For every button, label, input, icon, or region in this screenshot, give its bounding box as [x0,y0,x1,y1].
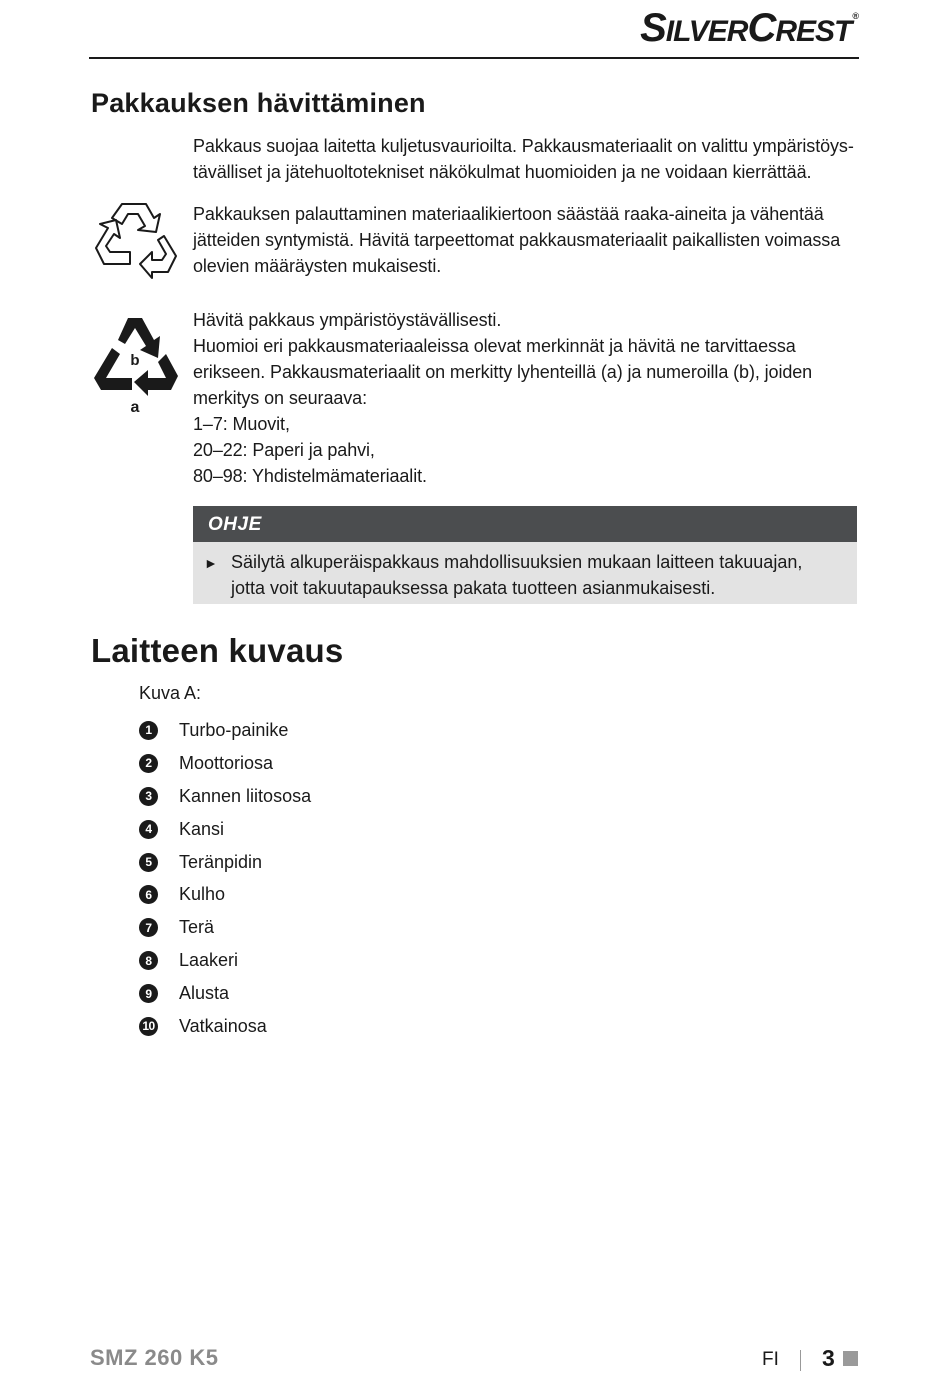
list-item [139,714,311,747]
note-box [193,506,857,604]
parts-list [139,714,311,1043]
list-item [139,780,311,813]
list-item [139,1010,311,1043]
part-label: Teränpidin [179,851,263,872]
list-item [139,944,311,977]
packaging-paragraph-3: Hävitä pakkaus ympäristöystävällisesti. Huomioi eri pakkausmateriaaleissa olevat merkinnät ja hävitä ne tarvittaessa erikseen. Pakkausmateriaalit on merkitty lyhenteillä (a) ja numeroilla (b), joiden merkitys on seuraava: 1–7: Muovit, 20–22: Paperi ja pahvi, 80–98: Yhdistelmämateriaalit. [193,310,813,486]
list-item [139,911,311,944]
number-badge: 4 [139,820,158,839]
section-title-packaging: Pakkauksen hävittäminen [91,88,426,118]
part-label: Kansi [179,818,225,839]
number-badge: 8 [139,951,158,970]
footer-language: FI [762,1349,779,1370]
number-badge: 10 [139,1017,158,1036]
code-label-a: a [130,399,140,414]
part-label: Kannen liitososa [179,785,312,806]
number-badge: 6 [139,885,158,904]
recycling-code-icon [90,308,182,414]
footer-page-number: 3 [822,1345,835,1371]
footer-divider [800,1350,801,1371]
packaging-paragraph-1: Pakkaus suojaa laitetta kuljetusvaurioilta. Pakkausmateriaalit on valittu ympäristöys- tävälliset ja jätehuoltotekniset näkökulmat huomioiden ja ne voidaan kierrättää. [193,136,854,182]
footer-model-number: SMZ 260 K5 [90,1345,219,1370]
packaging-paragraph-2: Pakkauksen palauttaminen materiaalikiertoon säästää raaka-aineita ja vähentää jätteiden syntymistä. Hävitä tarpeettomat pakkausmateriaalit paikallisten voimassa olevien määräysten mukaisesti. [193,204,841,276]
number-badge: 7 [139,918,158,937]
list-item [139,846,311,879]
number-badge: 1 [139,721,158,740]
part-label: Laakeri [179,950,239,971]
code-label-b: b [130,352,140,369]
list-item [139,977,311,1010]
footer-square-icon [843,1351,858,1366]
section-title-device-description: Laitteen kuvaus [91,632,344,669]
list-item [139,747,311,780]
part-label: Turbo-painike [179,719,289,740]
note-heading: OHJE [193,506,857,542]
part-label: Kulho [179,884,226,905]
part-label: Alusta [179,983,230,1004]
figure-label: Kuva A: [139,683,202,703]
part-label: Moottoriosa [179,752,274,773]
number-badge: 2 [139,754,158,773]
number-badge: 5 [139,853,158,872]
number-badge: 3 [139,787,158,806]
part-label: Terä [179,917,215,938]
brand-logo: SILVERCREST® [640,6,858,50]
number-badge: 9 [139,984,158,1003]
note-body: ► Säilytä alkuperäispakkaus mahdollisuuksien mukaan laitteen takuuajan, jotta voit takuutapauksessa pakata tuotteen asianmukaisesti. [204,552,803,598]
list-item [139,813,311,846]
header-divider [89,57,859,59]
arrow-right-icon: ► [204,555,218,571]
list-item [139,878,311,911]
part-label: Vatkainosa [179,1015,267,1036]
recycle-icon [92,198,178,282]
